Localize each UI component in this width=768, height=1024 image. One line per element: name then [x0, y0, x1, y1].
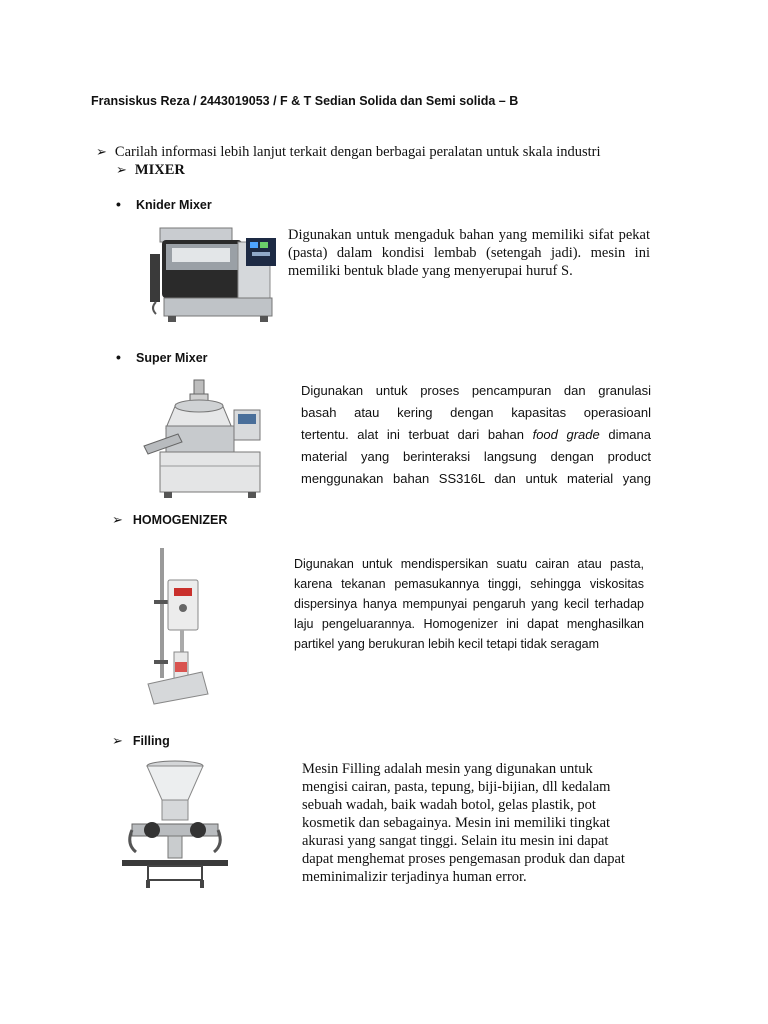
description-line: sebuah wadah, baik wadah botol, gelas plastik, pot [302, 797, 596, 813]
super-mixer-description [301, 380, 651, 490]
description-emphasis: food grade [532, 427, 600, 442]
bullet-icon: • [116, 196, 121, 212]
arrow-bullet-icon: ➢ [112, 512, 123, 527]
section-heading-mixer [116, 162, 185, 179]
subsection-super-mixer [116, 349, 208, 365]
description-line: akurasi yang sangat tinggi. Selain itu mesin ini dapat [302, 833, 609, 849]
description-line: basah atau kering dengan kapasitas operasioanl [301, 405, 651, 420]
homogenizer-image [144, 548, 210, 704]
bullet-icon: • [116, 349, 121, 365]
subsection-kneader-mixer [116, 196, 212, 212]
document-header: Fransiskus Reza / 2443019053 / F & T Sedian Solida dan Semi solida – B [91, 94, 519, 108]
filling-machine-image [118, 760, 232, 888]
kneader-mixer-description: Digunakan untuk mengaduk bahan yang memiliki sifat pekat (pasta) dalam kondisi lembab (setengah jadi). mesin ini memiliki bentuk blade yang menyerupai huruf S. [288, 227, 650, 279]
description-line: kosmetik dan sebagainya. Mesin ini memiliki tingkat [302, 815, 611, 831]
description-line: karena tekanan pemasukannya tinggi, sehingga viskositas [294, 577, 644, 591]
task-instruction [96, 144, 601, 161]
section-heading-filling [112, 733, 170, 749]
description-line: Digunakan untuk proses pencampuran dan granulasi [301, 383, 651, 398]
kneader-mixer-image [142, 222, 276, 322]
section-heading-homogenizer [112, 512, 227, 528]
arrow-bullet-icon: ➢ [116, 162, 127, 177]
description-line: Mesin Filling adalah mesin yang digunakan untuk [302, 761, 593, 777]
description-text: tertentu. alat ini terbuat dari bahan [301, 427, 533, 442]
filling-description [302, 760, 662, 886]
description-line: meminimalizir terjadinya human error. [302, 869, 527, 885]
description-line: dapat menghemat proses pengemasan produk dan dapat [302, 851, 625, 867]
subsection-title: Knider Mixer [136, 198, 212, 212]
task-text: Carilah informasi lebih lanjut terkait dengan berbagai peralatan untuk skala industri [114, 144, 601, 160]
description-line: menggunakan bahan SS316L dan untuk material yang [301, 471, 651, 486]
arrow-bullet-icon: ➢ [96, 144, 107, 159]
description-line: laju pengeluarannya. Homogenizer ini dapat menghasilkan [294, 617, 644, 631]
section-title: Filling [132, 734, 170, 748]
description-line [301, 424, 651, 446]
description-line: Digunakan untuk mendispersikan suatu cairan atau pasta, [294, 557, 644, 571]
description-text: dimana [599, 427, 651, 442]
section-title: MIXER [134, 162, 185, 178]
description-line: partikel yang berukuran lebih kecil tetapi tidak seragam [294, 637, 600, 651]
section-title: HOMOGENIZER [132, 513, 228, 527]
description-line: material yang berinteraksi langsung dengan product [301, 449, 651, 464]
super-mixer-image [138, 376, 266, 500]
description-line: dispersinya hanya mempunyai pengaruh yang kecil terhadap [294, 597, 644, 611]
description-line: mengisi cairan, pasta, tepung, biji-bijian, dll kedalam [302, 779, 611, 795]
subsection-title: Super Mixer [136, 351, 208, 365]
homogenizer-description [294, 554, 644, 654]
arrow-bullet-icon: ➢ [112, 733, 123, 748]
